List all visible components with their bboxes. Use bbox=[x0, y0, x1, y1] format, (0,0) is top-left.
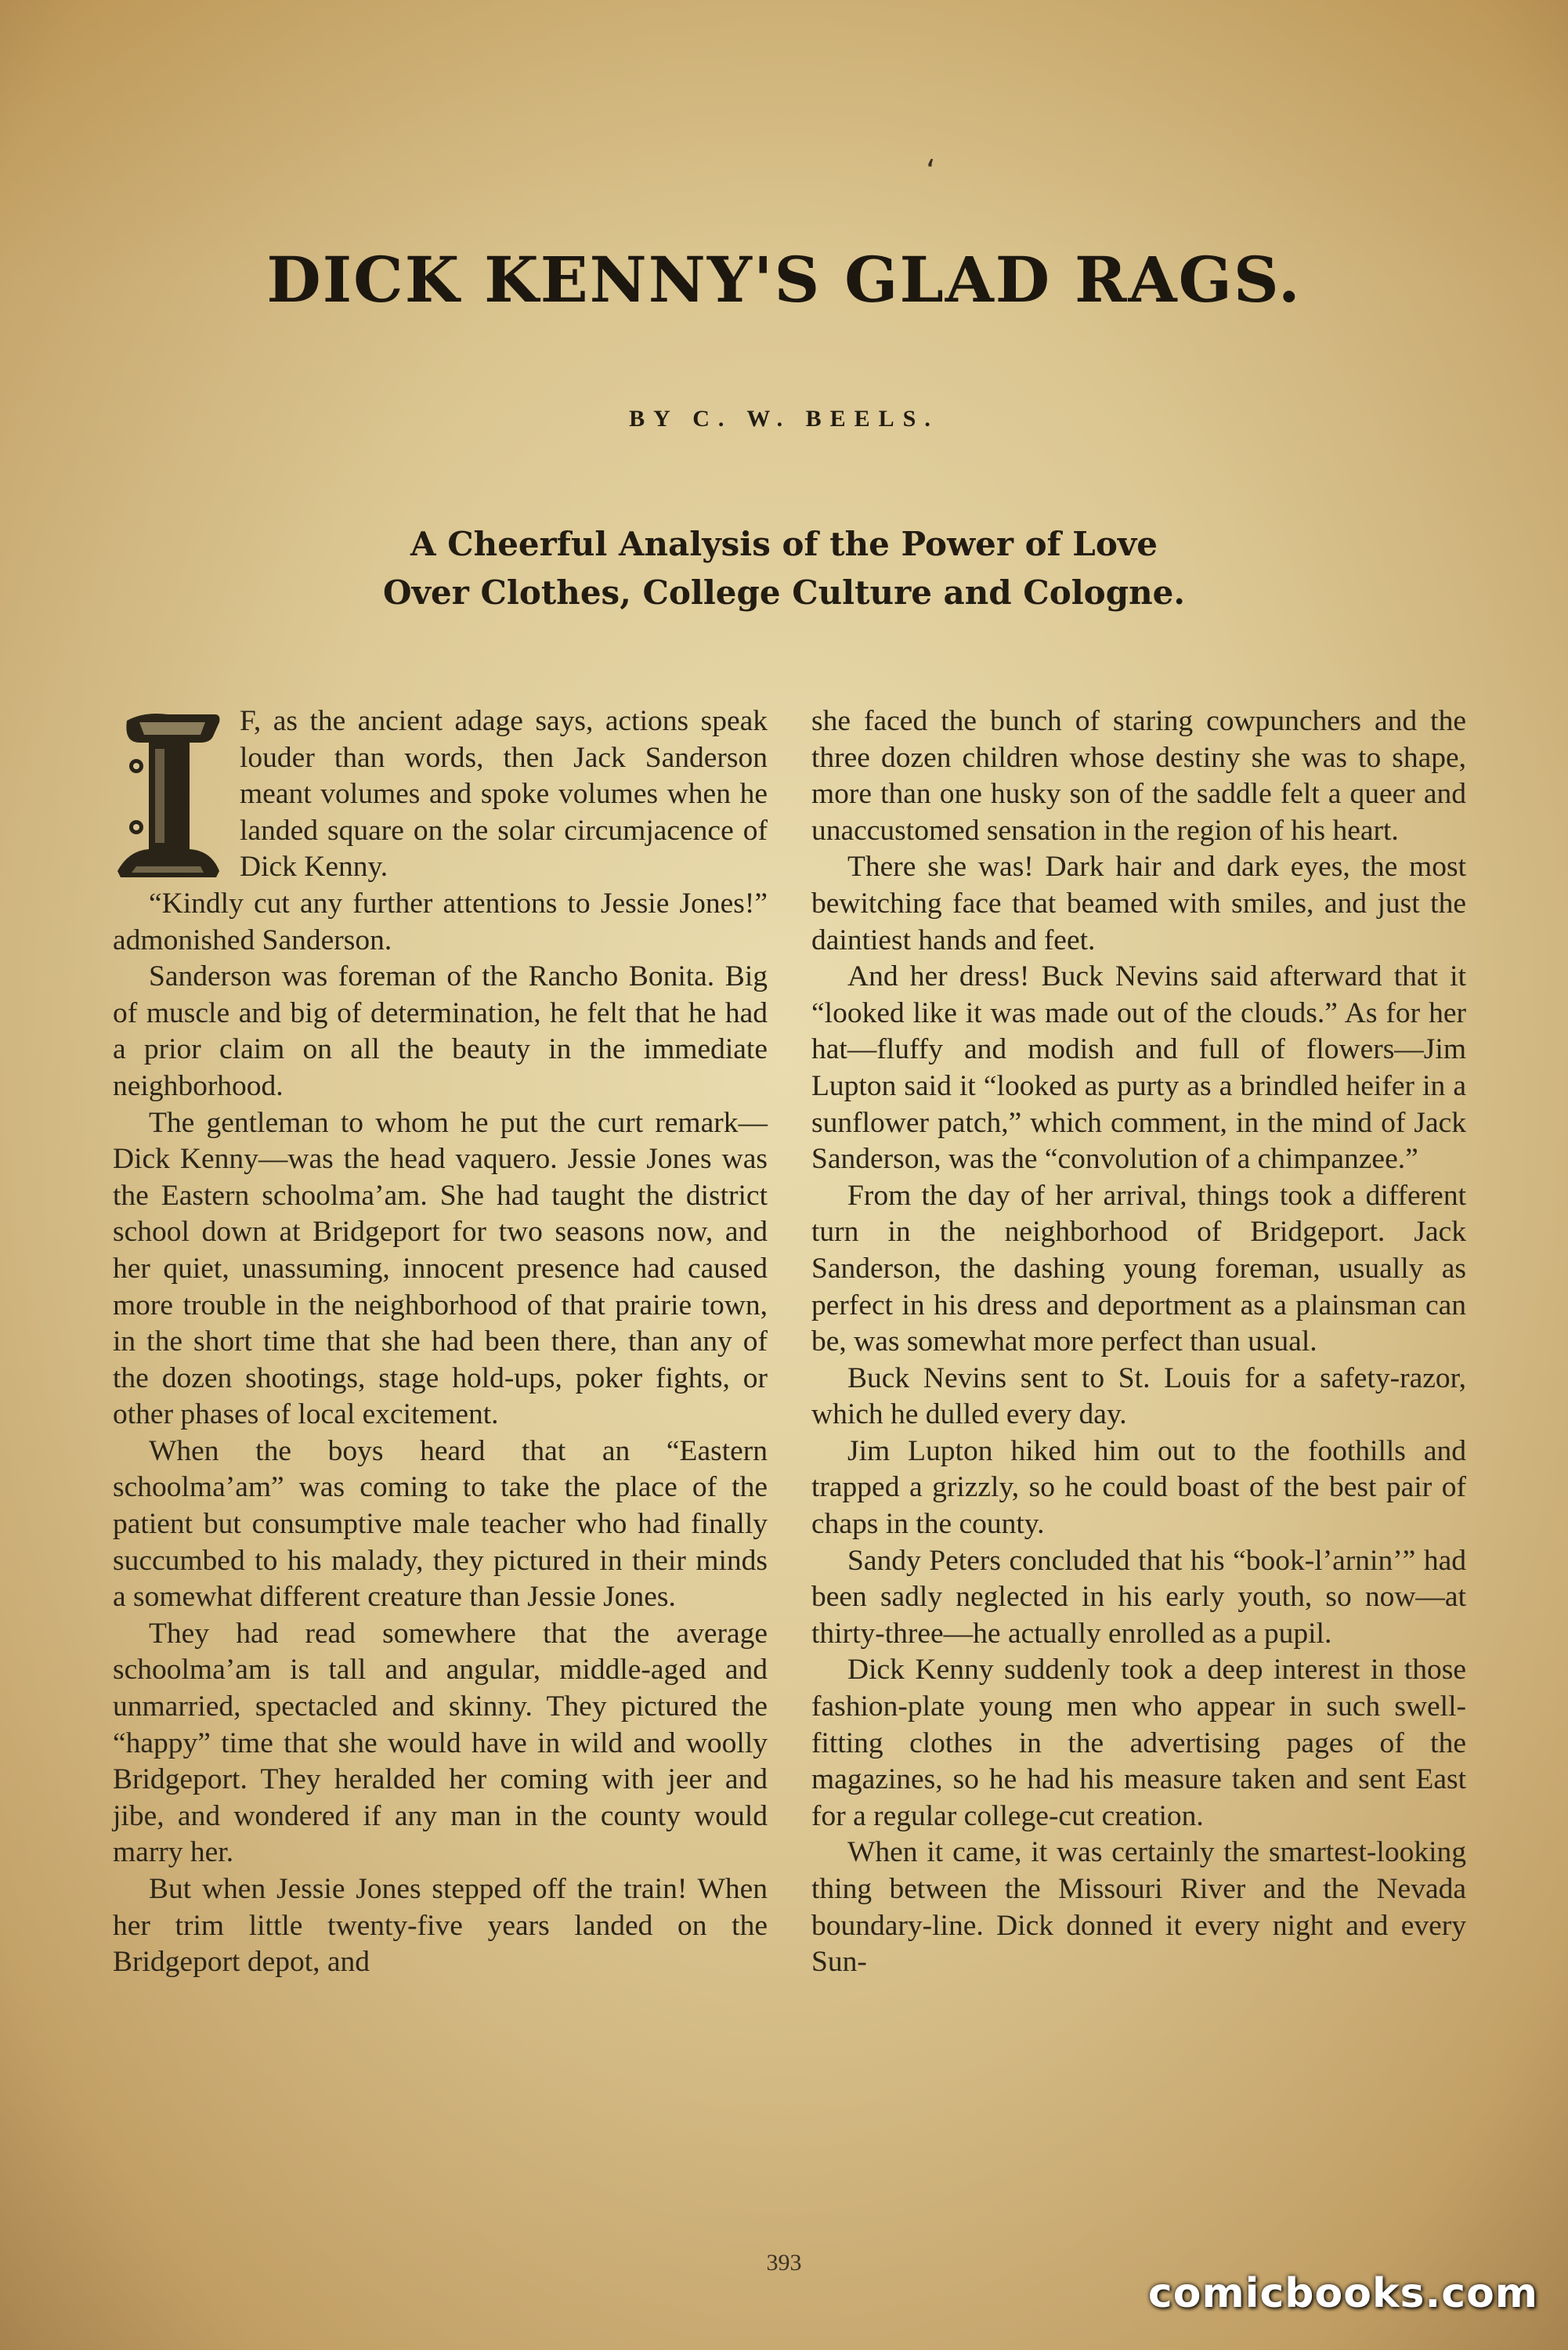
paragraph: F, as the ancient adage says, actions speak louder than words, then Jack Sanderson meant volumes and spoke volumes when he landed square on the solar circumjacence of Dick Kenny. bbox=[240, 705, 768, 884]
ornamental-i-icon bbox=[113, 710, 222, 880]
paragraph: Dick Kenny suddenly took a deep interest in those fashion-plate young men who appear in such swell-fitting clothes in the advertising pages of the magazines, so he had his measure taken and sent East for a regular college-cut creation. bbox=[811, 1654, 1466, 1832]
subtitle-line-2: Over Clothes, College Culture and Cologne. bbox=[383, 573, 1185, 612]
paragraph: When it came, it was certainly the smartest-looking thing between the Missouri River and the Nevada boundary-line. Dick donned it every night and every Sun- bbox=[811, 1836, 1466, 1979]
paragraph: Sandy Peters concluded that his “book-l’arnin’” had been sadly neglected in his early youth, so now—at thirty-three—he actually enrolled as a pupil. bbox=[811, 1544, 1466, 1650]
page-number: 393 bbox=[766, 2250, 802, 2276]
story-subtitle bbox=[0, 520, 1568, 617]
paragraph: But when Jessie Jones stepped off the train! When her trim little twenty-five years landed on the Bridgeport depot, and bbox=[113, 1873, 768, 1979]
paragraph: “Kindly cut any further attentions to Jessie Jones!” admonished Sanderson. bbox=[113, 887, 768, 956]
paragraph: From the day of her arrival, things took a different turn in the neighborhood of Bridgeport. Jack Sanderson, the dashing young foreman, usually as perfect in his dress and deportment as a plainsman can be, was somewhat more perfect than usual. bbox=[811, 1179, 1466, 1358]
paragraph: Sanderson was foreman of the Rancho Bonita. Big of muscle and big of determination, he felt that he had a prior claim on all the beauty in the immediate neighborhood. bbox=[113, 960, 768, 1102]
paragraph: Buck Nevins sent to St. Louis for a safety-razor, which he dulled every day. bbox=[811, 1361, 1466, 1431]
paragraph: The gentleman to whom he put the curt remark—Dick Kenny—was the head vaquero. Jessie Jones was the Eastern schoolma’am. She had taught the district school down at Bridgeport for two seasons now, and her quiet, unassuming, innocent presence had caused more trouble in the neighborhood of that prairie town, in the short time that she had been there, than any of the dozen shootings, stage hold-ups, poker fights, or other phases of local excitement. bbox=[113, 1106, 768, 1431]
right-column bbox=[811, 703, 1466, 1981]
paragraph: she faced the bunch of staring cowpunchers and the three dozen children whose destiny she was to shape, more than one husky son of the saddle felt a queer and unaccustomed sensation in the region of his heart. bbox=[811, 705, 1466, 847]
subtitle-line-1: A Cheerful Analysis of the Power of Love bbox=[410, 525, 1158, 563]
author-byline: BY C. W. BEELS. bbox=[629, 406, 939, 432]
left-column bbox=[113, 703, 768, 1981]
paragraph: They had read somewhere that the average schoolma’am is tall and angular, middle-aged and unmarried, spectacled and skinny. They pictured the “happy” time that she would have in wild and woolly Bridgeport. They heralded her coming with jeer and jibe, and wondered if any man in the county would marry her. bbox=[113, 1617, 768, 1869]
paragraph: And her dress! Buck Nevins said afterward that it “looked like it was made out of the clouds.” As for her hat—fluffy and modish and full of flowers—Jim Lupton said it “looked as purty as a brindled heifer in a sunflower patch,” which comment, in the mind of Jack Sanderson, was the “convolution of a chimpanzee.” bbox=[811, 960, 1466, 1176]
paragraph: Jim Lupton hiked him out to the foothills and trapped a grizzly, so he could boast of the best pair of chaps in the county. bbox=[811, 1434, 1466, 1541]
ink-mark: ‘ bbox=[926, 154, 936, 190]
paragraph: When the boys heard that an “Eastern schoolma’am” was coming to take the place of the patient but consumptive male teacher who had finally succumbed to his malady, they pictured in their minds a somewhat different creature than Jessie Jones. bbox=[113, 1434, 768, 1614]
story-title: DICK KENNY'S GLAD RAGS. bbox=[266, 243, 1302, 316]
dropcap-letter-i bbox=[113, 710, 222, 880]
paragraph: There she was! Dark hair and dark eyes, the most bewitching face that beamed with smiles, and just the daintiest hands and feet. bbox=[811, 851, 1466, 956]
site-watermark: comicbooks.com bbox=[1147, 2270, 1538, 2317]
